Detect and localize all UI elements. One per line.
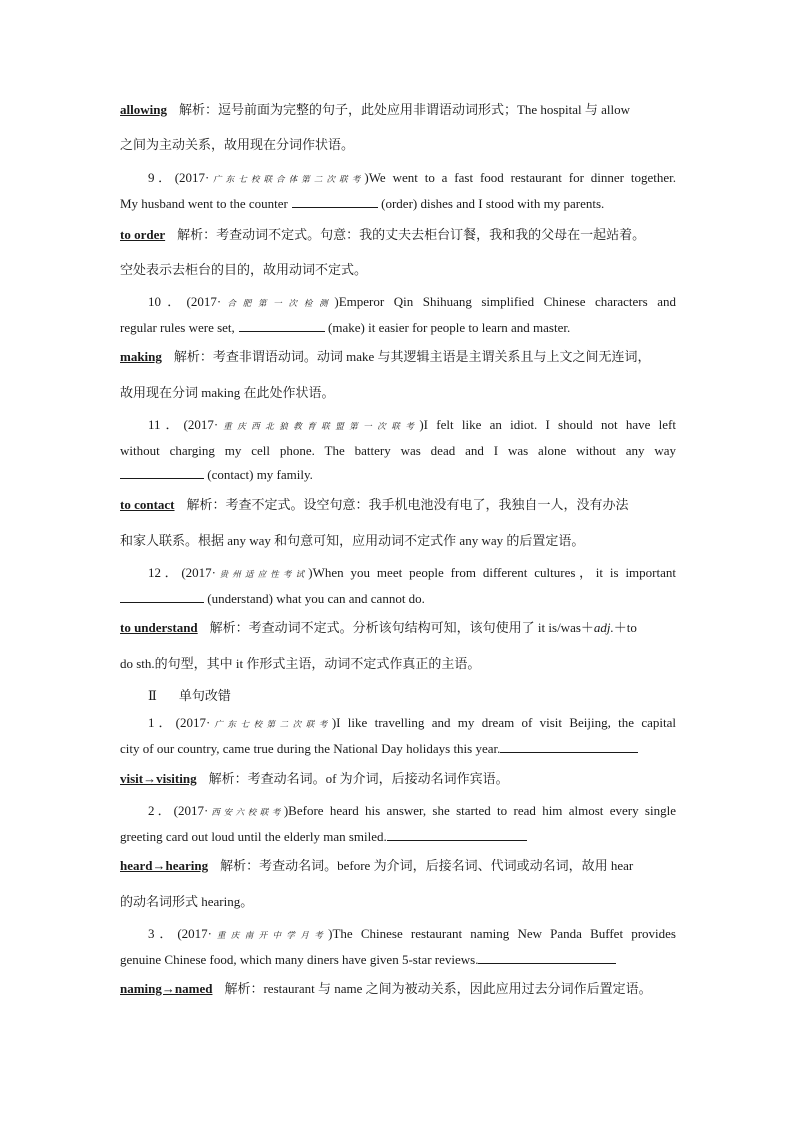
question-line: regular rules were set, (make) it easier for people to learn and master. bbox=[120, 320, 571, 335]
answer: allowing bbox=[120, 102, 167, 117]
explanation-line: to understand 解析：考查动词不定式。分析该句结构可知，该句使用了 it is/was＋adj.＋to bbox=[120, 620, 637, 635]
explanation-line: 空处表示去柜台的目的，故用动词不定式。 bbox=[120, 262, 368, 277]
question-line: (contact) my family. bbox=[120, 466, 676, 484]
question-source: 西安六校联考 bbox=[208, 808, 284, 818]
question-line: city of our country, came true during the National Day holidays this year. bbox=[120, 740, 676, 758]
question-source: 合肥第一次检测 bbox=[221, 299, 335, 309]
section-title: 单句改错 bbox=[178, 688, 231, 703]
answer: to understand bbox=[120, 620, 198, 635]
correction-1: 1．(2017·广东七校第二次联考)I like travelling and my dream of visit Beijing, the capital bbox=[148, 715, 676, 730]
question-line: greeting card out loud until the elderly man smiled. bbox=[120, 828, 676, 846]
answer-blank bbox=[120, 466, 204, 479]
question-source: 重庆西北狼教育联盟第一次联考 bbox=[218, 422, 420, 432]
answer: naming→named bbox=[120, 981, 213, 996]
answer: visit→visiting bbox=[120, 771, 197, 786]
answer: to order bbox=[120, 227, 166, 242]
question-9: 9．(2017·广东七校联合体第二次联考)We went to a fast food restaurant for dinner together. bbox=[148, 170, 676, 185]
explanation-line: visit→visiting 解析：考查动名词。of 为介词，后接动名词作宾语。 bbox=[120, 771, 509, 786]
question-source: 广东七校联合体第二次联考 bbox=[209, 175, 365, 185]
explanation-line: do sth.的句型，其中 it 作形式主语，动词不定式作真正的主语。 bbox=[120, 656, 481, 671]
explanation-line: 的动名词形式 hearing。 bbox=[120, 894, 254, 909]
answer: to contact bbox=[120, 497, 175, 512]
question-source: 贵州适应性考试 bbox=[215, 570, 309, 580]
answer-blank bbox=[239, 319, 325, 332]
answer-blank bbox=[478, 951, 616, 964]
answer-blank bbox=[387, 828, 527, 841]
question-10: 10．(2017·合肥第一次检测)Emperor Qin Shihuang simplified Chinese characters and bbox=[148, 294, 676, 309]
answer: heard→hearing bbox=[120, 858, 209, 873]
correction-2: 2．(2017·西安六校联考)Before heard his answer, she started to read him almost every single bbox=[148, 803, 676, 818]
question-12: 12．(2017·贵州适应性考试)When you meet people from different cultures，it is important bbox=[148, 565, 676, 580]
explanation-line: naming→named 解析：restaurant 与 name 之间为被动关系，因此应用过去分词作后置定语。 bbox=[120, 981, 652, 996]
explanation-line: 故用现在分词 making 在此处作状语。 bbox=[120, 385, 335, 400]
explanation-line: to order 解析：考查动词不定式。句意：我的丈夫去柜台订餐，我和我的父母在一起站着。 bbox=[120, 227, 646, 242]
question-line: My husband went to the counter (order) dishes and I stood with my parents. bbox=[120, 196, 605, 211]
answer-blank bbox=[292, 195, 378, 208]
answer-blank bbox=[120, 590, 204, 603]
question-line: without charging my cell phone. The battery was dead and I was alone without any way bbox=[120, 443, 676, 458]
question-source: 重庆南开中学月考 bbox=[211, 931, 329, 941]
explanation-line: to contact 解析：考查不定式。设空句意：我手机电池没有电了，我独自一人，没有办法 bbox=[120, 497, 629, 512]
answer-blank bbox=[500, 740, 638, 753]
answer: making bbox=[120, 349, 162, 364]
section-heading bbox=[148, 687, 676, 705]
explanation-line: making 解析：考查非谓语动词。动词 make 与其逻辑主语是主谓关系且与上文之间无连词， bbox=[120, 349, 651, 364]
explanation-line: 和家人联系。根据 any way 和句意可知，应用动词不定式作 any way 的后置定语。 bbox=[120, 533, 585, 548]
explanation-line: 之间为主动关系，故用现在分词作状语。 bbox=[120, 137, 355, 152]
question-line: genuine Chinese food, which many diners have given 5-star reviews. bbox=[120, 951, 676, 969]
explanation-line: heard→hearing 解析：考查动名词。before 为介词，后接名词、代词或动名词，故用 hear bbox=[120, 858, 634, 873]
explanation-line: allowing 解析：逗号前面为完整的句子，此处应用非谓语动词形式；The hospital 与 allow bbox=[120, 102, 630, 117]
correction-3: 3．(2017·重庆南开中学月考)The Chinese restaurant naming New Panda Buffet provides bbox=[148, 926, 676, 941]
question-source: 广东七校第二次联考 bbox=[210, 720, 332, 730]
section-number: Ⅱ bbox=[148, 688, 157, 703]
question-line: (understand) what you can and cannot do. bbox=[120, 590, 676, 608]
question-11: 11．(2017·重庆西北狼教育联盟第一次联考)I felt like an idiot. I should not have left bbox=[148, 417, 676, 432]
